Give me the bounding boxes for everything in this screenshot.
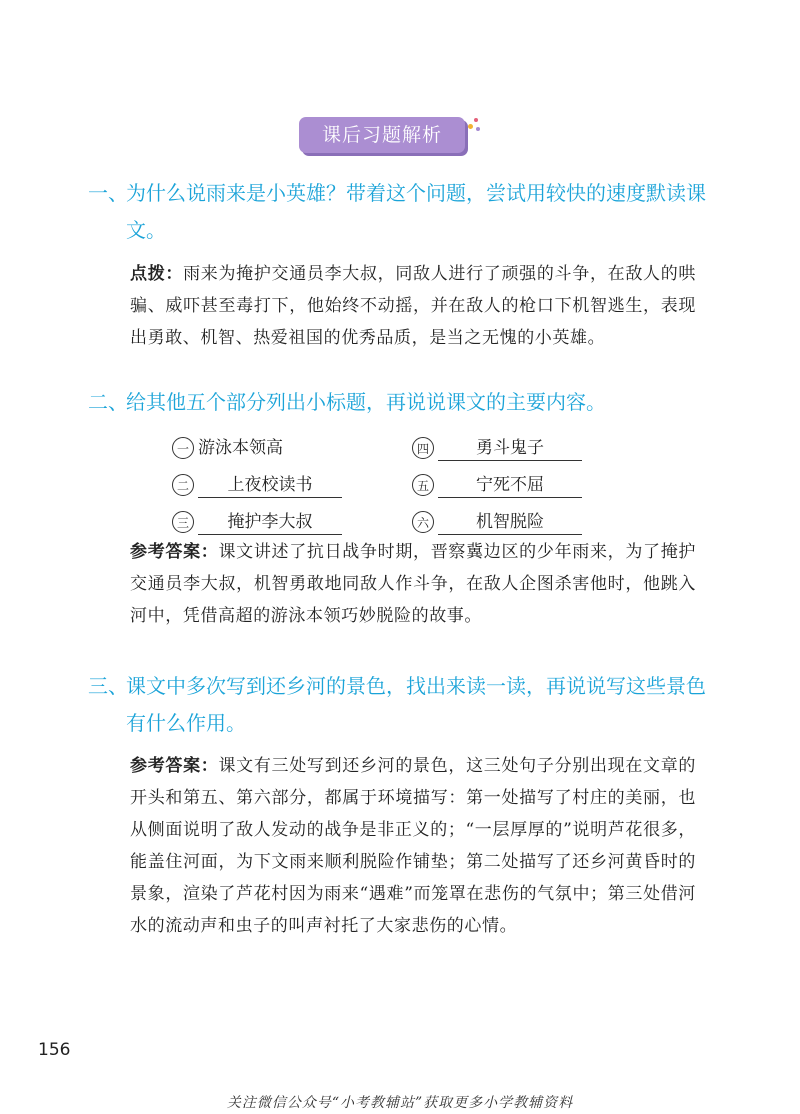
question-2 — [88, 384, 708, 421]
subtitle-answer: 掩护李大叔 — [198, 510, 342, 535]
subtitle-answer: 上夜校读书 — [198, 473, 342, 498]
subtitle-text: 游泳本领高 — [198, 438, 283, 458]
section-banner: 课后习题解析 — [299, 117, 465, 153]
question-3 — [88, 668, 708, 742]
hint-label: 点拨： — [130, 264, 184, 284]
circled-number-icon: 六 — [412, 511, 434, 533]
question-1 — [88, 175, 708, 249]
page-number: 156 — [38, 1040, 71, 1060]
question-1-text: 为什么说雨来是小英雄？带着这个问题，尝试用较快的速度默读课文。 — [126, 181, 706, 242]
question-3-text: 课文中多次写到还乡河的景色，找出来读一读，再说说写这些景色有什么作用。 — [126, 674, 706, 735]
subtitle-row — [172, 431, 592, 468]
hint-text: 雨来为掩护交通员李大叔，同敌人进行了顽强的斗争，在敌人的哄骗、威吓甚至毒打下，他始终不动摇，并在敌人的枪口下机智逃生，表现出勇敢、机智、热爱祖国的优秀品质，是当之无愧的小英雄。 — [130, 264, 696, 348]
subtitle-answer: 宁死不屈 — [438, 473, 582, 498]
subtitle-grid — [172, 431, 592, 542]
circled-number-icon: 二 — [172, 474, 194, 496]
question-1-hint — [130, 258, 696, 354]
question-2-text: 给其他五个部分列出小标题，再说说课文的主要内容。 — [126, 390, 606, 414]
question-3-number: 三、 — [88, 674, 128, 698]
circled-number-icon: 一 — [172, 437, 194, 459]
footer-watermark: 关注微信公众号“小考教辅站”获取更多小学教辅资料 — [226, 1095, 574, 1111]
answer-label: 参考答案： — [130, 542, 219, 562]
circled-number-icon: 五 — [412, 474, 434, 496]
subtitle-row — [172, 468, 592, 505]
answer-text: 课文讲述了抗日战争时期，晋察冀边区的少年雨来，为了掩护交通员李大叔，机智勇敢地同敌人作斗争，在敌人企图杀害他时，他跳入河中，凭借高超的游泳本领巧妙脱险的故事。 — [130, 542, 696, 626]
question-1-number: 一、 — [88, 181, 128, 205]
circled-number-icon: 四 — [412, 437, 434, 459]
answer-text: 课文有三处写到还乡河的景色，这三处句子分别出现在文章的开头和第五、第六部分，都属于环境描写：第一处描写了村庄的美丽，也从侧面说明了敌人发动的战争是非正义的；“一层厚厚的”说明芦花很多，能盖住河面，为下文雨来顺利脱险作铺垫；第二处描写了还乡河黄昏时的景象，渲染了芦花村因为雨来“遇难”而笼罩在悲伤的气氛中；第三处借河水的流动声和虫子的叫声衬托了大家悲伤的心情。 — [130, 756, 696, 936]
answer-label: 参考答案： — [130, 756, 219, 776]
question-2-answer — [130, 536, 696, 632]
subtitle-answer: 勇斗鬼子 — [438, 436, 582, 461]
circled-number-icon: 三 — [172, 511, 194, 533]
subtitle-answer: 机智脱险 — [438, 510, 582, 535]
question-2-number: 二、 — [88, 390, 128, 414]
question-3-answer — [130, 750, 696, 942]
